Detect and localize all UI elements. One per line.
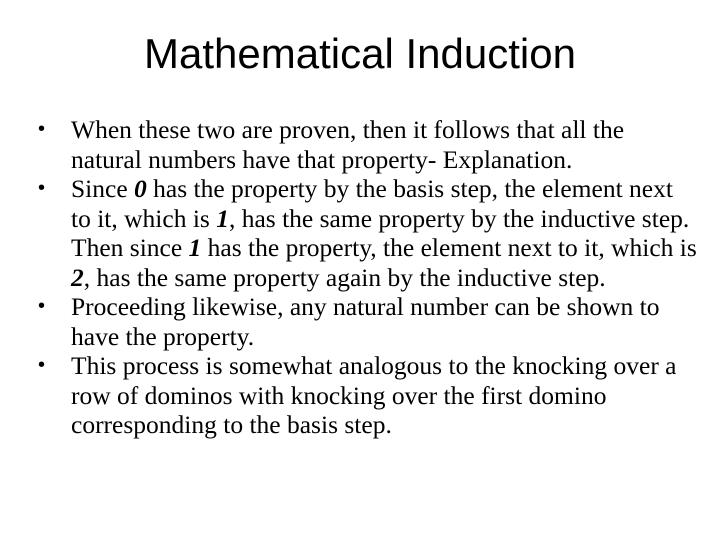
emphasis-number: 0	[134, 174, 147, 203]
bullet-text: Proceeding likewise, any natural number can be shown to have the property.	[71, 292, 660, 351]
bullet-text: has the property by the basis step, the element next to it, which is	[71, 174, 673, 233]
emphasis-number: 1	[216, 203, 229, 233]
bullet-point-icon: •	[38, 295, 46, 317]
bullet-item	[38, 351, 698, 440]
bullet-text: , has the same property by the inductive step. Then since	[71, 203, 690, 262]
bullet-text: has the property, the element next to it, which is	[201, 233, 697, 262]
bullet-text: Since	[71, 174, 135, 203]
bullet-item	[38, 115, 698, 174]
bullet-text: , has the same property again by the inductive step.	[83, 262, 606, 292]
emphasis-number: 1	[188, 233, 202, 262]
bullet-text: When these two are proven, then it follows that all the natural numbers have that property- Explanation.	[71, 115, 625, 174]
bullet-item	[38, 292, 698, 351]
bullet-item	[38, 174, 698, 292]
bullet-point-icon: •	[38, 118, 46, 140]
bullet-text: This process is somewhat analogous to the knocking over a row of dominos with knocking over the first domino corresponding to the basis step.	[71, 351, 677, 439]
bullet-point-icon: •	[38, 177, 46, 199]
emphasis-number: 2	[71, 262, 84, 292]
bullet-point-icon: •	[38, 354, 46, 376]
bullet-list	[38, 115, 698, 440]
slide-title: Mathematical Induction	[144, 30, 576, 77]
